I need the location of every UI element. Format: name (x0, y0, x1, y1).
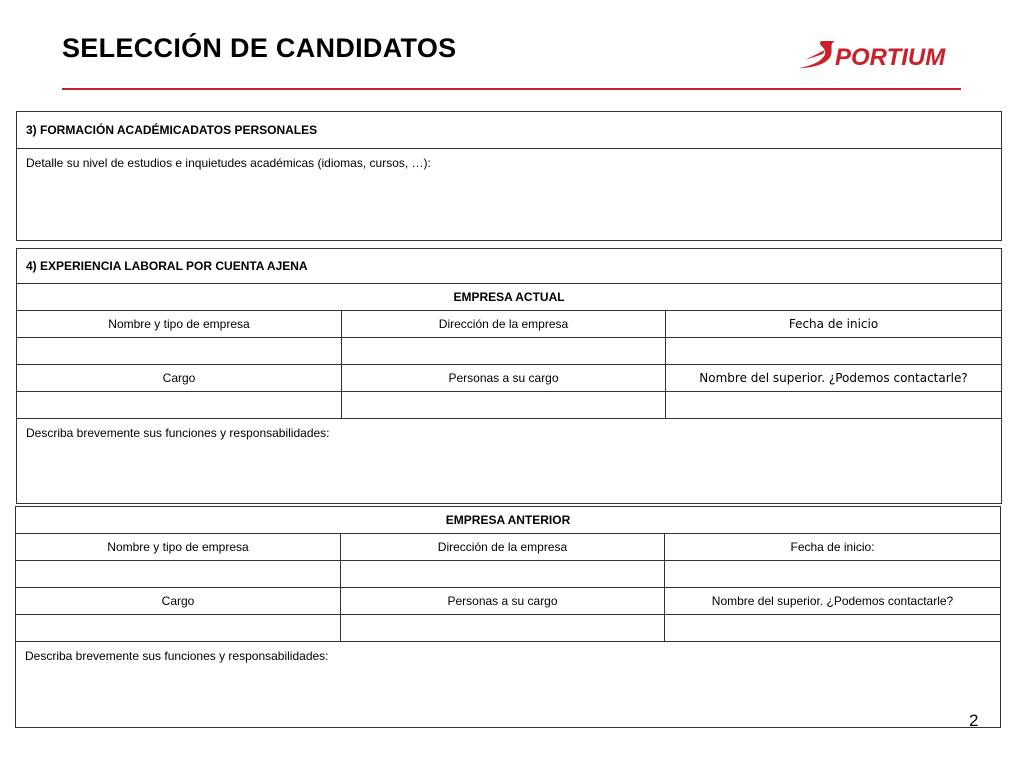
previous-start-date-field[interactable] (665, 561, 1001, 588)
current-position-field[interactable] (17, 392, 342, 419)
academic-details-label: Detalle su nivel de estudios e inquietudes académicas (idiomas, cursos, …): (26, 156, 431, 170)
svg-text:PORTIUM: PORTIUM (835, 44, 946, 71)
current-reports-label: Personas a su cargo (342, 365, 666, 392)
academic-section (16, 111, 1002, 241)
previous-company-name-field[interactable] (16, 561, 341, 588)
current-supervisor-field[interactable] (666, 392, 1002, 419)
previous-company-name-label: Nombre y tipo de empresa (16, 534, 341, 561)
previous-reports-field[interactable] (341, 615, 665, 642)
previous-duties-label: Describa brevemente sus funciones y responsabilidades: (25, 649, 329, 663)
current-duties-label: Describa brevemente sus funciones y responsabilidades: (26, 426, 330, 440)
title-underline (62, 88, 961, 90)
current-employer-title: EMPRESA ACTUAL (17, 284, 1002, 311)
current-position-label: Cargo (17, 365, 342, 392)
experience-previous-section (15, 506, 1001, 728)
academic-heading: 3) FORMACIÓN ACADÉMICADATOS PERSONALES (17, 112, 1002, 149)
current-company-name-label: Nombre y tipo de empresa (17, 311, 342, 338)
academic-details-field[interactable] (17, 149, 1002, 241)
current-start-date-label: Fecha de inicio (666, 311, 1002, 338)
previous-duties-field[interactable] (16, 642, 1001, 728)
previous-position-field[interactable] (16, 615, 341, 642)
current-company-address-field[interactable] (342, 338, 666, 365)
current-start-date-field[interactable] (666, 338, 1002, 365)
current-company-address-label: Dirección de la empresa (342, 311, 666, 338)
current-duties-field[interactable] (17, 419, 1002, 504)
previous-supervisor-label: Nombre del superior. ¿Podemos contactarle? (665, 588, 1001, 615)
previous-company-address-label: Dirección de la empresa (341, 534, 665, 561)
sportium-logo (795, 38, 965, 76)
current-supervisor-label: Nombre del superior. ¿Podemos contactarle? (666, 365, 1002, 392)
experience-current-section (16, 248, 1002, 504)
previous-company-address-field[interactable] (341, 561, 665, 588)
page-title: SELECCIÓN DE CANDIDATOS (62, 33, 457, 63)
page-number: 2 (969, 711, 979, 730)
experience-heading: 4) EXPERIENCIA LABORAL POR CUENTA AJENA (17, 249, 1002, 284)
sportium-logo-icon (795, 38, 965, 76)
previous-supervisor-field[interactable] (665, 615, 1001, 642)
previous-start-date-label: Fecha de inicio: (665, 534, 1001, 561)
previous-position-label: Cargo (16, 588, 341, 615)
current-company-name-field[interactable] (17, 338, 342, 365)
previous-reports-label: Personas a su cargo (341, 588, 665, 615)
current-reports-field[interactable] (342, 392, 666, 419)
previous-employer-title: EMPRESA ANTERIOR (16, 507, 1001, 534)
